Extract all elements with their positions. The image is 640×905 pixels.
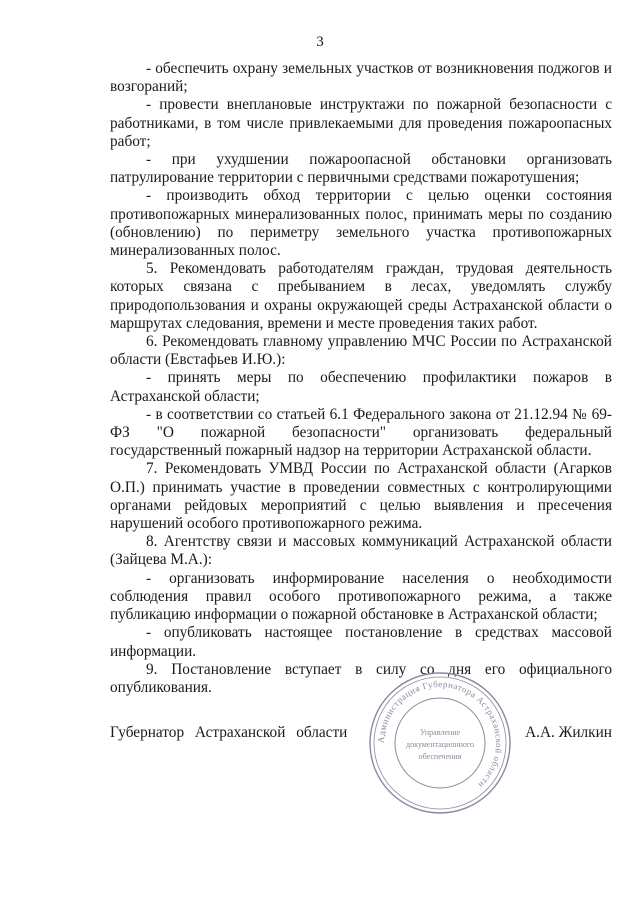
paragraph: - в соответствии со статьей 6.1 Федерального закона от 21.12.94 № 69-ФЗ "О пожарной безопасности" организовать федеральный государственный пожарный надзор на территории Астраханской области. bbox=[110, 405, 612, 460]
signatory-name: А.А. Жилкин bbox=[525, 724, 612, 741]
signatory-position: Губернатор Астраханской области bbox=[110, 724, 348, 741]
paragraph: - организовать информирование населения о необходимости соблюдения правил особого противопожарного режима, а также публикацию информации о пожарной обстановке в Астраханской области; bbox=[110, 569, 612, 624]
paragraph: - производить обход территории с целью оценки состояния противопожарных минерализованных полос, принимать меры по созданию (обновлению) по периметру земельного участка противопожарных минерализованных полос. bbox=[110, 187, 612, 260]
paragraph: - обеспечить охрану земельных участков от возникновения поджогов и возгораний; bbox=[110, 60, 612, 96]
official-seal-icon bbox=[366, 669, 514, 817]
paragraph: - опубликовать настоящее постановление в средствах массовой информации. bbox=[110, 624, 612, 660]
paragraph: 9. Постановление вступает в силу со дня его официального опубликования. bbox=[110, 660, 612, 696]
paragraph: - при ухудшении пожароопасной обстановки организовать патрулирование территории с первичными средствами пожаротушения; bbox=[110, 151, 612, 187]
seal-inner-line: обеспечения bbox=[418, 752, 462, 761]
paragraph: 8. Агентству связи и массовых коммуникаций Астраханской области (Зайцева М.А.): bbox=[110, 533, 612, 569]
paragraph: - принять меры по обеспечению профилактики пожаров в Астраханской области; bbox=[110, 369, 612, 405]
seal-inner-line: Управление bbox=[419, 728, 461, 737]
document-body bbox=[110, 60, 612, 697]
paragraph: 6. Рекомендовать главному управлению МЧС России по Астраханской области (Евстафьев И.Ю.): bbox=[110, 333, 612, 369]
paragraph: 5. Рекомендовать работодателям граждан, трудовая деятельность которых связана с пребыванием в лесах, уведомлять службу природопользования и охраны окружающей среды Астраханской области о маршрутах следования, времени и месте проведения таких работ. bbox=[110, 260, 612, 332]
paragraph: 7. Рекомендовать УМВД России по Астраханской области (Агарков О.П.) принимать участие в проведении совместных с контролирующими органами рейдовых мероприятий с целью выявления и пресечения нарушений особого противопожарного режима. bbox=[110, 460, 612, 533]
signature-block bbox=[110, 724, 612, 746]
paragraph: - провести внеплановые инструктажи по пожарной безопасности с работниками, в том числе привлекаемыми для проведения пожароопасных работ; bbox=[110, 96, 612, 150]
page-number: 3 bbox=[316, 34, 324, 50]
seal-inner-line: документационного bbox=[406, 740, 474, 749]
seal-outer-text: Администрация Губернатора Астраханской области bbox=[375, 678, 505, 791]
